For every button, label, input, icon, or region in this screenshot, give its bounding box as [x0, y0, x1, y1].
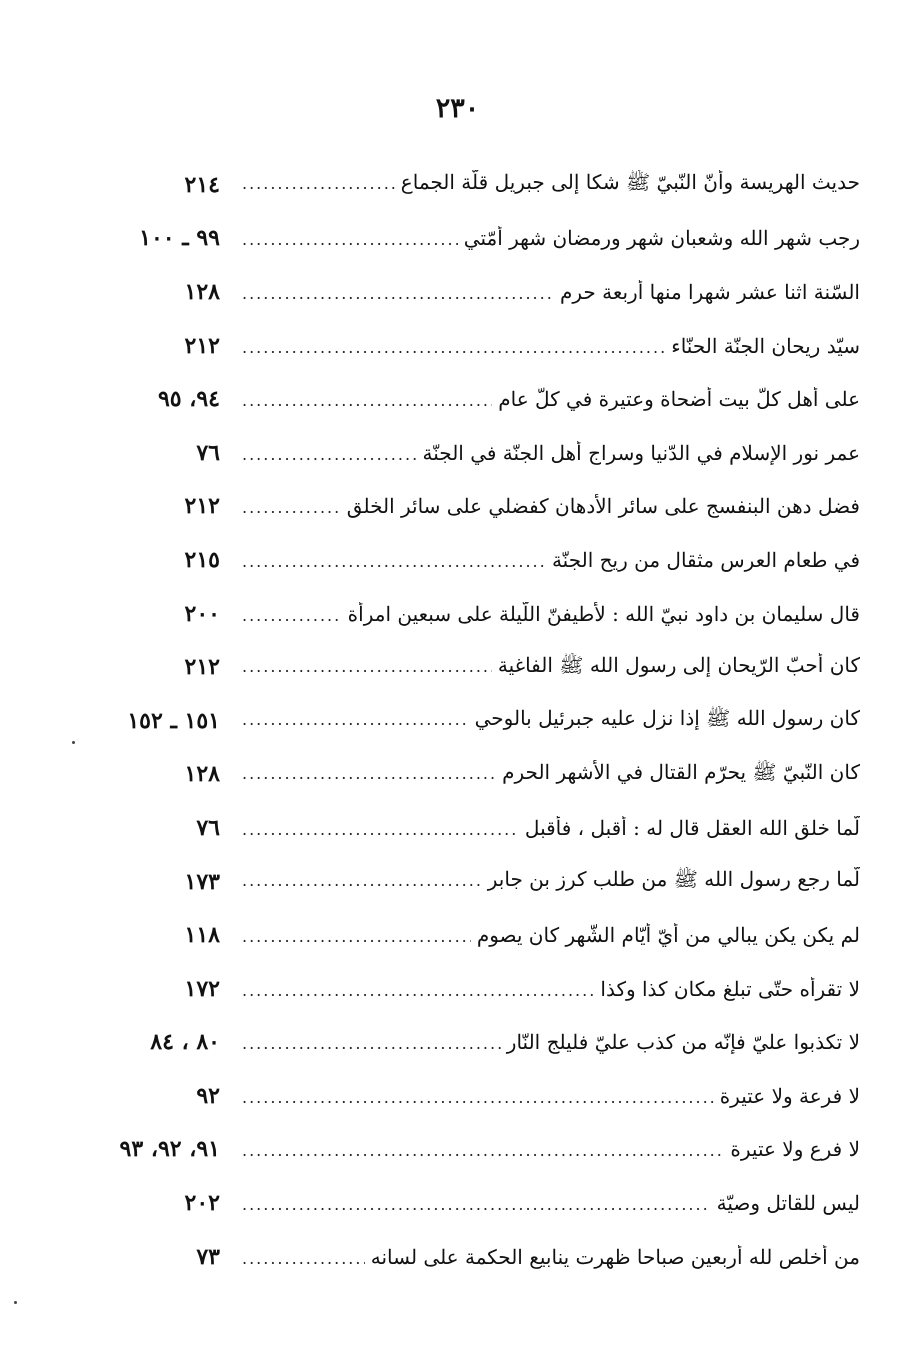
dot-leader [242, 552, 546, 571]
entry-page-ref: ٩٩ ـ ١٠٠ [139, 225, 220, 252]
entry-text: رجب شهر الله وشعبان شهر ورمضان شهر أمّتي [463, 226, 860, 251]
index-entry [80, 426, 860, 480]
hadith-index-list [80, 158, 860, 1283]
entry-page-ref: ١٥١ ـ ١٥٢ [127, 707, 220, 734]
index-entry [80, 1123, 860, 1177]
entry-text: على أهل كلّ بيت أضحاة وعتيرة في كلّ عام [498, 387, 860, 412]
entry-page-ref: ١١٨ [184, 922, 220, 949]
dot-leader [242, 174, 395, 193]
dot-leader [242, 230, 458, 249]
scan-speck [72, 741, 75, 744]
entry-text: لّما رجع رسول الله ﷺ من طلب كرز بن جابر [487, 867, 860, 892]
entry-page-ref: ١٧٣ [184, 868, 220, 895]
dot-leader [242, 710, 469, 729]
index-entry [80, 855, 860, 909]
entry-text: حديث الهريسة وأنّ النّبيّ ﷺ شكا إلى جبريل قلّة الجماع [400, 170, 860, 195]
entry-text: كان رسول الله ﷺ إذا نزل عليه جبرئيل بالوحي [474, 706, 860, 731]
index-entry [80, 480, 860, 534]
dot-leader [242, 445, 417, 464]
page-number: ٢٣٠ [435, 93, 480, 124]
dot-leader [242, 1141, 724, 1160]
dot-leader [242, 606, 342, 625]
entry-page-ref: ٩٤، ٩٥ [157, 386, 220, 413]
index-entry [80, 533, 860, 587]
entry-text: لا فرعة ولا عتيرة [719, 1083, 860, 1108]
dot-leader [242, 1088, 714, 1107]
index-entry [80, 1069, 860, 1123]
entry-text: لا تكذبوا عليّ فإنّه من كذب عليّ فليلج النّار [506, 1030, 860, 1055]
dot-leader [242, 764, 496, 783]
index-entry [80, 265, 860, 319]
index-entry [80, 1016, 860, 1070]
index-entry [80, 908, 860, 962]
dot-leader [242, 1195, 711, 1214]
entry-text: لّما خلق الله العقل قال له : أقبل ، فأقبل [524, 815, 860, 840]
entry-text: قال سليمان بن داود نبيّ الله : لأطيفنّ اللّيلة على سبعين امرأة [347, 601, 860, 626]
dot-leader [242, 927, 471, 946]
index-entry [80, 372, 860, 426]
entry-text: لا تقرأه حتّى تبلغ مكان كذا وكذا [600, 976, 860, 1001]
entry-text: لم يكن يكن يبالي من أيّ أيّام الشّهر كان يصوم [476, 923, 860, 948]
entry-page-ref: ٢١٤ [184, 171, 220, 198]
entry-text: كان النّبيّ ﷺ يحرّم القتال في الأشهر الحرم [502, 759, 860, 784]
index-entry [80, 158, 860, 212]
index-entry [80, 319, 860, 373]
index-entry [80, 801, 860, 855]
entry-text: في طعام العرس مثقال من ريح الجنّة [551, 547, 860, 572]
entry-page-ref: ٢١٢ [184, 493, 220, 520]
entry-page-ref: ٢١٥ [184, 546, 220, 573]
dot-leader [242, 871, 482, 890]
entry-page-ref: ١٢٨ [184, 278, 220, 305]
index-entry [80, 748, 860, 802]
entry-page-ref: ٢١٢ [184, 332, 220, 359]
entry-text: فضل دهن البنفسج على سائر الأدهان كفضلي على سائر الخلق [346, 494, 860, 519]
scan-speck [14, 1301, 17, 1304]
dot-leader [242, 1034, 501, 1053]
dot-leader [242, 820, 519, 839]
entry-text: ليس للقاتل وصيّة [716, 1191, 860, 1216]
dot-leader [242, 391, 492, 410]
dot-leader [242, 657, 492, 676]
dot-leader [242, 498, 341, 517]
entry-text: لا فرع ولا عتيرة [730, 1137, 860, 1162]
entry-page-ref: ٧٦ [196, 439, 220, 466]
entry-page-ref: ١٢٨ [184, 761, 220, 788]
entry-text: السّنة اثنا عشر شهرا منها أربعة حرم [559, 279, 860, 304]
entry-page-ref: ٢١٢ [184, 654, 220, 681]
dot-leader [242, 338, 665, 357]
entry-page-ref: ٩٢ [196, 1082, 220, 1109]
entry-text: كان أحبّ الرّيحان إلى رسول الله ﷺ الفاغية [497, 652, 860, 677]
index-entry [80, 694, 860, 748]
entry-page-ref: ٨٠ ، ٨٤ [150, 1029, 220, 1056]
entry-page-ref: ٧٣ [196, 1243, 220, 1270]
entry-text: سيّد ريحان الجنّة الحنّاء [671, 333, 860, 358]
entry-page-ref: ٢٠٠ [184, 600, 220, 627]
index-entry [80, 640, 860, 694]
dot-leader [242, 1249, 365, 1268]
index-entry [80, 212, 860, 266]
entry-page-ref: ٢٠٢ [184, 1190, 220, 1217]
entry-page-ref: ٩١، ٩٢، ٩٣ [119, 1136, 220, 1163]
index-entry [80, 587, 860, 641]
entry-page-ref: ٧٦ [196, 814, 220, 841]
index-entry [80, 1230, 860, 1284]
dot-leader [242, 981, 594, 1000]
index-entry [80, 1176, 860, 1230]
entry-page-ref: ١٧٢ [184, 975, 220, 1002]
entry-text: من أخلص لله أربعين صباحا ظهرت ينابيع الحكمة على لسانه [370, 1244, 860, 1269]
entry-text: عمر نور الإسلام في الدّنيا وسراج أهل الجنّة في الجنّة [422, 440, 860, 465]
index-entry [80, 962, 860, 1016]
dot-leader [242, 284, 554, 303]
